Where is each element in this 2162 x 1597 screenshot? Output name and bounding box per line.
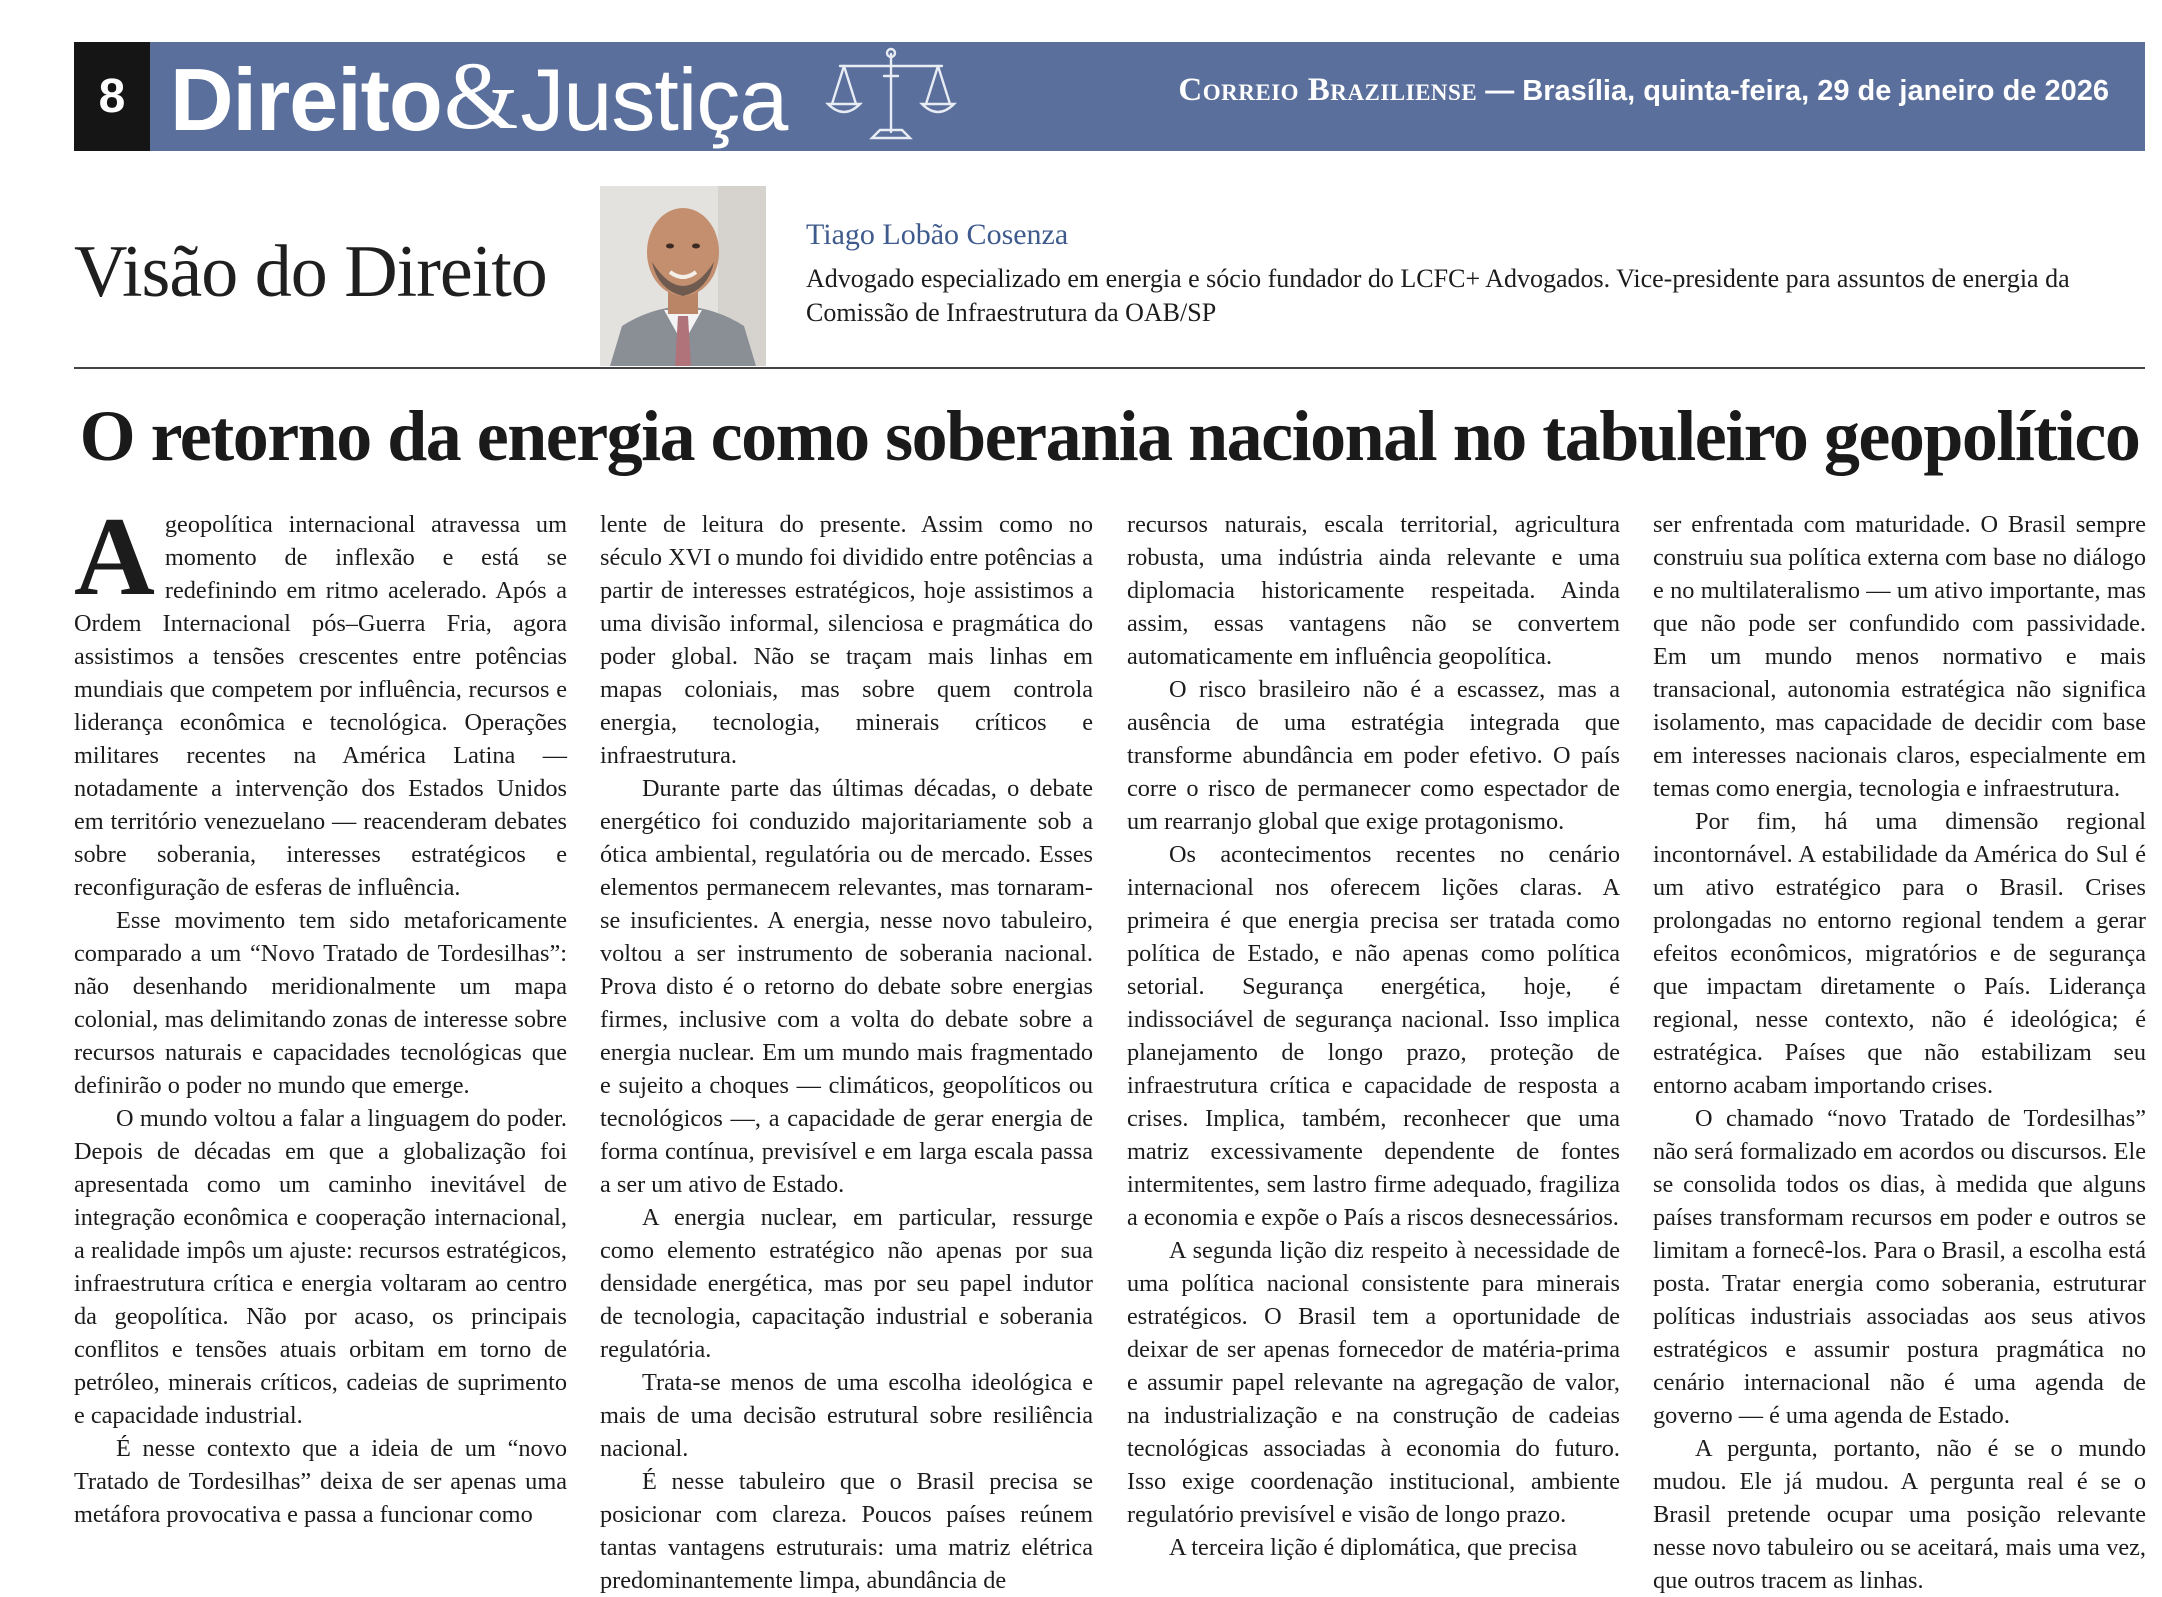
column-label: Visão do Direito bbox=[74, 231, 547, 313]
drop-cap: A bbox=[74, 495, 155, 619]
article-paragraph: lente de leitura do presente. Assim como no século XVI o mundo foi dividido entre potências a partir de interesses estratégicos, hoje assistimos a uma divisão informal, silenciosa e pragmática do poder global. Não se traçam mais linhas em mapas coloniais, mas sobre quem controla energia, tecnologia, minerais críticos e infraestrutura. bbox=[600, 511, 1093, 769]
page-number: 8 bbox=[74, 42, 150, 151]
article-column-4 bbox=[1653, 508, 2146, 1594]
article-paragraph: O risco brasileiro não é a escassez, mas a ausência de uma estratégia integrada que transforme abundância em poder efetivo. O país corre o risco de permanecer como espectador de um rearranjo global que exige protagonismo. bbox=[1127, 676, 1620, 835]
article-paragraph: A segunda lição diz respeito à necessidade de uma política nacional consistente para minerais estratégicos. O Brasil tem a oportunidade de deixar de ser apenas fornecedor de matéria-prima e assumir papel relevante na agregação de valor, na industrialização e na construção de cadeias tecnológicas associadas à economia do futuro. Isso exige coordenação institucional, ambiente regulatório previsível e visão de longo prazo. bbox=[1127, 1237, 1620, 1528]
article-paragraph: A pergunta, portanto, não é se o mundo mudou. Ele já mudou. A pergunta real é se o Brasil pretende ocupar uma posição relevante nesse novo tabuleiro ou se aceitará, mais uma vez, que outros tracem as linhas. bbox=[1653, 1435, 2146, 1594]
section-title-ampersand: & bbox=[443, 42, 519, 149]
article-column-1 bbox=[74, 495, 567, 1568]
article-paragraph: recursos naturais, escala territorial, agricultura robusta, uma indústria ainda relevante e uma diplomacia historicamente respeitada. Ainda assim, essas vantagens não se convertem automaticamente em influência geopolítica. bbox=[1127, 511, 1620, 670]
author-name: Tiago Lobão Cosenza bbox=[806, 218, 1069, 251]
dateline-text: — Brasília, quinta-feira, 29 de janeiro de 2026 bbox=[1477, 75, 2109, 107]
author-photo bbox=[600, 186, 766, 366]
article-paragraph: Por fim, há uma dimensão regional incontornável. A estabilidade da América do Sul é um ativo estratégico para o Brasil. Crises prolongadas no entorno regional tendem a gerar efeitos econômicos, migratórios e de segurança que impactam diretamente o País. Liderança regional, nesse contexto, não é ideológica; é estratégica. Países que não estabilizam seu entorno acabam importando crises. bbox=[1653, 808, 2146, 1099]
article-paragraph: É nesse tabuleiro que o Brasil precisa se posicionar com clareza. Poucos países reúnem tantas vantagens estruturais: uma matriz elétrica predominantemente limpa, abundância de bbox=[600, 1468, 1093, 1594]
article-paragraph: O chamado “novo Tratado de Tordesilhas” não será formalizado em acordos ou discursos. Ele se consolida todos os dias, à medida que alguns países transformam recursos em poder e outros se limitam a fornecê-los. Para o Brasil, a escolha está posta. Tratar energia como soberania, estruturar políticas industriais associadas aos seus ativos estratégicos e assumir postura pragmática no cenário internacional não é uma agenda de governo — é uma agenda de Estado. bbox=[1653, 1105, 2146, 1429]
divider bbox=[74, 367, 2145, 369]
section-title-word1: Direito bbox=[170, 50, 442, 149]
article-paragraph: A terceira lição é diplomática, que precisa bbox=[1169, 1534, 1578, 1561]
section-title bbox=[170, 42, 788, 149]
article-paragraph: ser enfrentada com maturidade. O Brasil sempre construiu sua política externa com base no diálogo e no multilateralismo — um ativo importante, mas que não pode ser confundido com passividade. Em um mundo menos normativo e mais transacional, autonomia estratégica não significa isolamento, mas capacidade de decidir com base em interesses nacionais claros, especialmente em temas como energia, tecnologia e infraestrutura. bbox=[1653, 511, 2146, 802]
article-paragraph: Esse movimento tem sido metaforicamente comparado a um “Novo Tratado de Tordesilhas”: não desenhando meridionalmente um mapa colonial, mas delimitando zonas de interesse sobre recursos naturais e capacidades tecnológicas que definirão o poder no mundo que emerge. bbox=[74, 907, 567, 1099]
article-paragraph: Os acontecimentos recentes no cenário internacional nos oferecem lições claras. A primeira é que energia precisa ser tratada como política de Estado, e não apenas como política setorial. Segurança energética, hoje, é indissociável de segurança nacional. Isso implica planejamento de longo prazo, proteção de infraestrutura crítica e capacidade de resposta a crises. Implica, também, reconhecer que uma matriz excessivamente dependente de fontes intermitentes, sem lastro firme adequado, fragiliza a economia e expõe o País a riscos desnecessários. bbox=[1127, 841, 1620, 1231]
masthead bbox=[74, 42, 2145, 151]
article-paragraph: É nesse contexto que a ideia de um “novo Tratado de Tordesilhas” deixa de ser apenas uma metáfora provocativa e passa a funcionar como bbox=[74, 1435, 567, 1528]
article-paragraph: Durante parte das últimas décadas, o debate energético foi conduzido majoritariamente sob a ótica ambiental, regulatória ou de mercado. Esses elementos permanecem relevantes, mas tornaram-se insuficientes. A energia, nesse novo tabuleiro, voltou a ser instrumento de soberania nacional. Prova disto é o retorno do debate sobre energias firmes, inclusive com a volta do debate sobre a energia nuclear. Em um mundo mais fragmentado e sujeito a choques — climáticos, geopolíticos ou tecnológicos —, a capacidade de gerar energia de forma contínua, previsível e em larga escala passa a ser um ativo de Estado. bbox=[600, 775, 1093, 1198]
article-headline: O retorno da energia como soberania nacional no tabuleiro geopolítico bbox=[79, 396, 2140, 476]
article-paragraph: A geopolítica internacional atravessa um momento de inflexão e está se redefinindo em ritmo acelerado. Após a Ordem Internacional pós–Guerra Fria, agora assistimos a tensões crescentes entre potências mundiais que competem por influência, recursos e liderança econômica e tecnológica. Operações militares recentes na América Latina — notadamente a intervenção dos Estados Unidos em território venezuelano — reacenderam debates sobre soberania, interesses estratégicos e reconfiguração de esferas de influência. bbox=[74, 495, 567, 901]
scales-of-justice-icon bbox=[826, 46, 956, 146]
article-paragraph: A energia nuclear, em particular, ressurge como elemento estratégico não apenas por sua densidade energética, mas por seu papel indutor de tecnologia, capacitação industrial e soberania regulatória. bbox=[600, 1204, 1093, 1363]
dateline bbox=[1178, 72, 2109, 109]
newspaper-name: Correio Braziliense bbox=[1178, 72, 1478, 108]
section-title-word2: Justiça bbox=[520, 50, 788, 149]
article-paragraph: O mundo voltou a falar a linguagem do poder. Depois de décadas em que a globalização foi apresentada como um caminho inevitável de integração econômica e cooperação internacional, a realidade impôs um ajuste: recursos estratégicos, infraestrutura crítica e energia voltaram ao centro da geopolítica. Não por acaso, os principais conflitos e tensões atuais orbitam em torno de petróleo, minerais críticos, cadeias de suprimento e capacidade industrial. bbox=[74, 1105, 567, 1429]
author-bio: Advogado especializado em energia e sócio fundador do LCFC+ Advogados. Vice-presidente para assuntos de energia da Comissão de Infraestrutura da OAB/SP bbox=[806, 264, 2070, 327]
article-column-2 bbox=[600, 508, 1093, 1594]
article-column-3 bbox=[1127, 508, 1620, 1568]
article-paragraph: Trata-se menos de uma escolha ideológica e mais de uma decisão estrutural sobre resiliência nacional. bbox=[600, 1369, 1093, 1462]
